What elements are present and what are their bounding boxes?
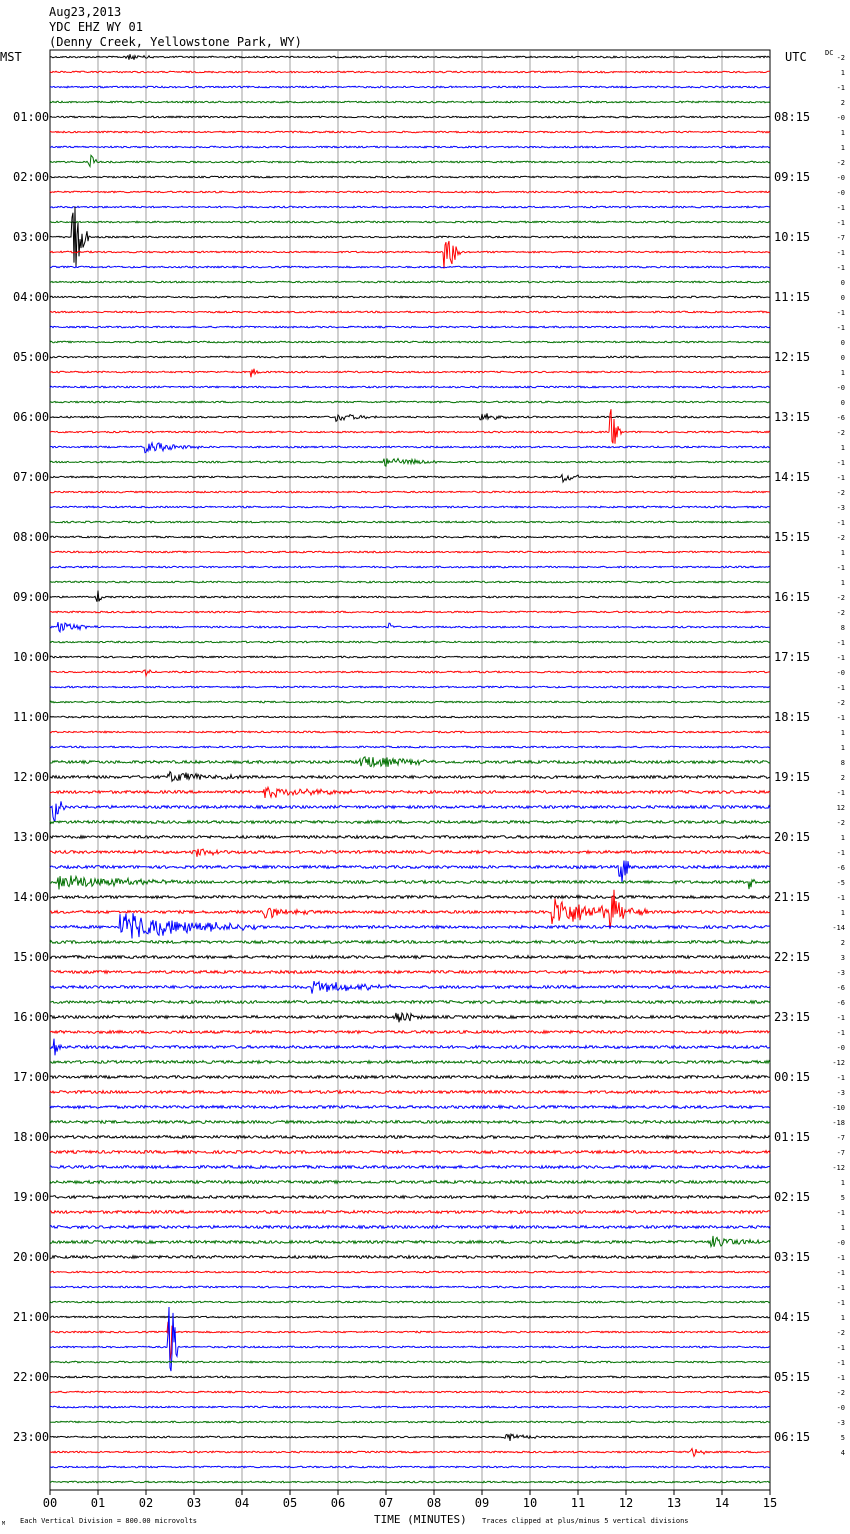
dc-offset-label: -1 bbox=[836, 219, 845, 227]
dc-offset-label: -1 bbox=[836, 789, 845, 797]
trace-line bbox=[50, 896, 770, 899]
trace-line bbox=[50, 54, 770, 60]
dc-offset-label: -1 bbox=[836, 1074, 845, 1082]
trace-line bbox=[50, 296, 770, 298]
x-axis-title: TIME (MINUTES) bbox=[374, 1513, 467, 1526]
trace-line bbox=[50, 861, 770, 884]
utc-hour-label: 13:15 bbox=[774, 410, 811, 424]
trace-line bbox=[50, 656, 770, 658]
dc-offset-label: 1 bbox=[840, 834, 845, 842]
dc-offset-label: -12 bbox=[832, 1164, 845, 1172]
dc-offset-label: -1 bbox=[836, 474, 845, 482]
dc-offset-label: -1 bbox=[836, 309, 845, 317]
dc-offset-label: -6 bbox=[836, 414, 845, 422]
trace-line bbox=[50, 521, 770, 523]
trace-line bbox=[50, 941, 770, 944]
dc-offset-label: 0 bbox=[840, 279, 845, 287]
trace-line bbox=[50, 491, 770, 493]
dc-offset-label: -6 bbox=[836, 984, 845, 992]
dc-offset-label: 5 bbox=[840, 1434, 845, 1442]
dc-offset-label: -7 bbox=[836, 1149, 845, 1157]
dc-offset-label: -1 bbox=[836, 1014, 845, 1022]
mst-hour-labels bbox=[13, 110, 49, 1444]
trace-line bbox=[50, 591, 770, 602]
mst-hour-label: 12:00 bbox=[13, 770, 50, 784]
dc-offset-label: -1 bbox=[836, 1269, 845, 1277]
dc-offset-label: -2 bbox=[836, 429, 845, 437]
trace-line bbox=[50, 459, 770, 467]
trace-line bbox=[50, 1039, 770, 1056]
dc-offset-labels bbox=[832, 54, 845, 1457]
utc-hour-label: 08:15 bbox=[774, 110, 811, 124]
trace-line bbox=[50, 131, 770, 133]
dc-header-label: DC bbox=[825, 49, 834, 57]
footer-clip-note: Traces clipped at plus/minus 5 vertical divisions bbox=[482, 1517, 689, 1525]
dc-offset-label: -14 bbox=[832, 924, 845, 932]
x-tick-label: 09 bbox=[474, 1496, 490, 1510]
right-timezone-label: UTC bbox=[785, 50, 807, 64]
date-label: Aug23,2013 bbox=[49, 5, 122, 19]
utc-hour-label: 09:15 bbox=[774, 170, 811, 184]
dc-offset-label: -2 bbox=[836, 489, 845, 497]
dc-offset-label: -0 bbox=[836, 384, 845, 392]
x-tick-label: 03 bbox=[186, 1496, 202, 1510]
dc-offset-label: -5 bbox=[836, 879, 845, 887]
utc-hour-label: 23:15 bbox=[774, 1010, 811, 1024]
dc-offset-label: -0 bbox=[836, 114, 845, 122]
dc-offset-label: 4 bbox=[840, 1449, 845, 1457]
dc-offset-label: -1 bbox=[836, 1284, 845, 1292]
trace-line bbox=[50, 1361, 770, 1363]
utc-hour-label: 04:15 bbox=[774, 1310, 811, 1324]
dc-offset-label: 1 bbox=[840, 144, 845, 152]
trace-line bbox=[50, 1434, 770, 1441]
trace-line bbox=[50, 475, 770, 482]
dc-offset-label: -1 bbox=[836, 1029, 845, 1037]
x-tick-label: 05 bbox=[282, 1496, 298, 1510]
dc-offset-label: -3 bbox=[836, 969, 845, 977]
trace-line bbox=[50, 1001, 770, 1004]
trace-line bbox=[50, 221, 770, 223]
left-timezone-label: MST bbox=[0, 50, 22, 64]
trace-line bbox=[50, 116, 770, 118]
trace-line bbox=[50, 611, 770, 613]
seismogram-traces bbox=[50, 54, 770, 1483]
mst-hour-label: 10:00 bbox=[13, 650, 50, 664]
utc-hour-label: 01:15 bbox=[774, 1130, 811, 1144]
trace-line bbox=[50, 641, 770, 643]
trace-line bbox=[50, 731, 770, 733]
trace-line bbox=[50, 801, 770, 821]
mst-hour-label: 07:00 bbox=[13, 470, 50, 484]
trace-line bbox=[50, 551, 770, 553]
mst-hour-label: 01:00 bbox=[13, 110, 50, 124]
mst-hour-label: 05:00 bbox=[13, 350, 50, 364]
trace-line bbox=[50, 836, 770, 839]
trace-line bbox=[50, 1236, 770, 1247]
trace-line bbox=[50, 443, 770, 453]
trace-line bbox=[50, 369, 770, 378]
dc-offset-label: 1 bbox=[840, 1224, 845, 1232]
trace-line bbox=[50, 716, 770, 718]
x-tick-label: 00 bbox=[42, 1496, 58, 1510]
dc-offset-label: -2 bbox=[836, 159, 845, 167]
utc-hour-label: 18:15 bbox=[774, 710, 811, 724]
utc-hour-label: 20:15 bbox=[774, 830, 811, 844]
dc-offset-label: -1 bbox=[836, 459, 845, 467]
x-tick-label: 15 bbox=[762, 1496, 778, 1510]
trace-line bbox=[50, 1406, 770, 1408]
mst-hour-label: 11:00 bbox=[13, 710, 50, 724]
dc-offset-label: -0 bbox=[836, 189, 845, 197]
x-tick-label: 01 bbox=[90, 1496, 106, 1510]
dc-offset-label: -3 bbox=[836, 504, 845, 512]
trace-line bbox=[50, 146, 770, 148]
trace-line bbox=[50, 746, 770, 748]
dc-offset-label: 1 bbox=[840, 69, 845, 77]
trace-line bbox=[50, 1211, 770, 1214]
trace-line bbox=[50, 341, 770, 343]
utc-hour-label: 06:15 bbox=[774, 1430, 811, 1444]
trace-line bbox=[50, 913, 770, 938]
station-label: YDC EHZ WY 01 bbox=[49, 20, 143, 34]
trace-line bbox=[50, 981, 770, 994]
dc-offset-label: -6 bbox=[836, 999, 845, 1007]
trace-line bbox=[50, 1151, 770, 1154]
dc-offset-label: -1 bbox=[836, 1299, 845, 1307]
trace-line bbox=[50, 956, 770, 959]
trace-line bbox=[50, 757, 770, 767]
trace-line bbox=[50, 1121, 770, 1124]
utc-hour-label: 00:15 bbox=[774, 1070, 811, 1084]
dc-offset-label: 2 bbox=[840, 99, 845, 107]
trace-line bbox=[50, 1166, 770, 1169]
dc-offset-label: 0 bbox=[840, 354, 845, 362]
utc-hour-label: 19:15 bbox=[774, 770, 811, 784]
utc-hour-labels bbox=[774, 110, 810, 1444]
mst-hour-label: 13:00 bbox=[13, 830, 50, 844]
dc-offset-label: -1 bbox=[836, 519, 845, 527]
trace-line bbox=[50, 971, 770, 974]
trace-line bbox=[50, 1481, 770, 1483]
trace-line bbox=[50, 1391, 770, 1393]
dc-offset-label: -3 bbox=[836, 1089, 845, 1097]
dc-offset-label: -1 bbox=[836, 324, 845, 332]
mst-hour-label: 03:00 bbox=[13, 230, 50, 244]
x-tick-label: 07 bbox=[378, 1496, 394, 1510]
dc-offset-label: -7 bbox=[836, 1134, 845, 1142]
trace-line bbox=[50, 101, 770, 103]
utc-hour-label: 21:15 bbox=[774, 890, 811, 904]
mst-hour-label: 19:00 bbox=[13, 1190, 50, 1204]
dc-offset-label: -2 bbox=[836, 534, 845, 542]
trace-line bbox=[50, 1466, 770, 1468]
dc-offset-label: -1 bbox=[836, 84, 845, 92]
dc-offset-label: -1 bbox=[836, 204, 845, 212]
utc-hour-label: 12:15 bbox=[774, 350, 811, 364]
trace-line bbox=[50, 821, 770, 824]
trace-line bbox=[50, 71, 770, 73]
dc-offset-label: -1 bbox=[836, 564, 845, 572]
trace-line bbox=[50, 207, 770, 267]
dc-offset-label: 1 bbox=[840, 909, 845, 917]
mst-hour-label: 15:00 bbox=[13, 950, 50, 964]
dc-offset-label: -18 bbox=[832, 1119, 845, 1127]
dc-offset-label: -1 bbox=[836, 654, 845, 662]
trace-line bbox=[50, 1271, 770, 1273]
trace-line bbox=[50, 566, 770, 568]
dc-offset-label: -2 bbox=[836, 594, 845, 602]
utc-hour-label: 17:15 bbox=[774, 650, 811, 664]
trace-line bbox=[50, 281, 770, 283]
dc-offset-label: 8 bbox=[840, 759, 845, 767]
location-label: (Denny Creek, Yellowstone Park, WY) bbox=[49, 35, 302, 49]
x-tick-label: 13 bbox=[666, 1496, 682, 1510]
mst-hour-label: 17:00 bbox=[13, 1070, 50, 1084]
utc-hour-label: 16:15 bbox=[774, 590, 811, 604]
trace-line bbox=[50, 1316, 770, 1318]
plot-frame bbox=[50, 50, 770, 1490]
mst-hour-label: 18:00 bbox=[13, 1130, 50, 1144]
utc-hour-label: 10:15 bbox=[774, 230, 811, 244]
x-tick-label: 12 bbox=[618, 1496, 634, 1510]
trace-line bbox=[50, 772, 770, 782]
x-tick-label: 08 bbox=[426, 1496, 442, 1510]
trace-line bbox=[50, 622, 770, 632]
trace-line bbox=[50, 356, 770, 358]
dc-offset-label: -2 bbox=[836, 1389, 845, 1397]
x-tick-label: 10 bbox=[522, 1496, 538, 1510]
dc-offset-label: -0 bbox=[836, 1044, 845, 1052]
trace-line bbox=[50, 1226, 770, 1229]
x-tick-label: 14 bbox=[714, 1496, 730, 1510]
dc-offset-label: 0 bbox=[840, 294, 845, 302]
dc-offset-label: 1 bbox=[840, 1179, 845, 1187]
dc-offset-label: -7 bbox=[836, 234, 845, 242]
dc-offset-label: -1 bbox=[836, 1254, 845, 1262]
dc-offset-label: 0 bbox=[840, 399, 845, 407]
dc-offset-label: -1 bbox=[836, 639, 845, 647]
x-tick-label: 02 bbox=[138, 1496, 154, 1510]
trace-line bbox=[50, 686, 770, 688]
dc-offset-label: 0 bbox=[840, 339, 845, 347]
dc-offset-label: -2 bbox=[836, 819, 845, 827]
dc-offset-label: 1 bbox=[840, 549, 845, 557]
x-tick-label: 06 bbox=[330, 1496, 346, 1510]
trace-line bbox=[50, 266, 770, 268]
dc-offset-label: -3 bbox=[836, 1419, 845, 1427]
x-axis bbox=[43, 1490, 777, 1510]
x-tick-label: 11 bbox=[570, 1496, 586, 1510]
dc-offset-label: -1 bbox=[836, 1344, 845, 1352]
dc-offset-label: -6 bbox=[836, 864, 845, 872]
trace-line bbox=[50, 1421, 770, 1423]
dc-offset-label: 1 bbox=[840, 579, 845, 587]
dc-offset-label: 8 bbox=[840, 624, 845, 632]
trace-line bbox=[50, 413, 770, 421]
dc-offset-label: 1 bbox=[840, 1314, 845, 1322]
trace-line bbox=[50, 536, 770, 538]
dc-offset-label: -2 bbox=[836, 1329, 845, 1337]
dc-offset-label: -1 bbox=[836, 1374, 845, 1382]
trace-line bbox=[50, 409, 770, 444]
dc-offset-label: -1 bbox=[836, 849, 845, 857]
utc-hour-label: 02:15 bbox=[774, 1190, 811, 1204]
trace-line bbox=[50, 191, 770, 193]
trace-line bbox=[50, 401, 770, 403]
trace-line bbox=[50, 326, 770, 328]
trace-line bbox=[50, 1301, 770, 1303]
mst-hour-label: 02:00 bbox=[13, 170, 50, 184]
utc-hour-label: 03:15 bbox=[774, 1250, 811, 1264]
dc-offset-label: -0 bbox=[836, 1239, 845, 1247]
utc-hour-label: 15:15 bbox=[774, 530, 811, 544]
mst-hour-label: 22:00 bbox=[13, 1370, 50, 1384]
trace-line bbox=[50, 506, 770, 508]
mst-hour-label: 16:00 bbox=[13, 1010, 50, 1024]
dc-offset-label: 2 bbox=[840, 939, 845, 947]
mst-hour-label: 21:00 bbox=[13, 1310, 50, 1324]
mst-hour-label: 04:00 bbox=[13, 290, 50, 304]
dc-offset-label: -0 bbox=[836, 1404, 845, 1412]
trace-line bbox=[50, 1031, 770, 1034]
mst-hour-label: 06:00 bbox=[13, 410, 50, 424]
grid-lines bbox=[50, 50, 770, 1490]
dc-offset-label: -2 bbox=[836, 699, 845, 707]
trace-line bbox=[50, 701, 770, 703]
trace-line bbox=[50, 386, 770, 388]
trace-line bbox=[50, 849, 770, 857]
trace-line bbox=[50, 86, 770, 88]
trace-line bbox=[50, 1013, 770, 1022]
dc-offset-label: -0 bbox=[836, 669, 845, 677]
dc-offset-label: 1 bbox=[840, 369, 845, 377]
footer-mark: M bbox=[2, 1521, 6, 1527]
dc-offset-label: -0 bbox=[836, 174, 845, 182]
trace-line bbox=[50, 1061, 770, 1064]
dc-offset-label: -1 bbox=[836, 1209, 845, 1217]
trace-line bbox=[50, 670, 770, 676]
mst-hour-label: 09:00 bbox=[13, 590, 50, 604]
dc-offset-label: -1 bbox=[836, 264, 845, 272]
trace-line bbox=[50, 1196, 770, 1199]
trace-line bbox=[50, 1286, 770, 1288]
dc-offset-label: -1 bbox=[836, 249, 845, 257]
dc-offset-label: -12 bbox=[832, 1059, 845, 1067]
dc-offset-label: 3 bbox=[840, 954, 845, 962]
trace-line bbox=[50, 581, 770, 583]
trace-line bbox=[50, 241, 770, 269]
dc-offset-label: -1 bbox=[836, 894, 845, 902]
utc-hour-label: 14:15 bbox=[774, 470, 811, 484]
dc-offset-label: 2 bbox=[840, 774, 845, 782]
utc-hour-label: 11:15 bbox=[774, 290, 811, 304]
trace-line bbox=[50, 155, 770, 166]
trace-line bbox=[50, 1256, 770, 1259]
trace-line bbox=[50, 876, 770, 890]
mst-hour-label: 14:00 bbox=[13, 890, 50, 904]
trace-line bbox=[50, 787, 770, 798]
dc-offset-label: 1 bbox=[840, 444, 845, 452]
trace-line bbox=[50, 1136, 770, 1139]
dc-offset-label: -1 bbox=[836, 1359, 845, 1367]
trace-line bbox=[50, 1181, 770, 1184]
dc-offset-label: -10 bbox=[832, 1104, 845, 1112]
dc-offset-label: -2 bbox=[836, 54, 845, 62]
dc-offset-label: -1 bbox=[836, 714, 845, 722]
footer-scale-note: Each Vertical Division = 800.00 microvolts bbox=[20, 1517, 198, 1525]
dc-offset-label: 1 bbox=[840, 129, 845, 137]
trace-line bbox=[50, 311, 770, 313]
trace-line bbox=[50, 1091, 770, 1094]
x-tick-label: 04 bbox=[234, 1496, 250, 1510]
dc-offset-label: 12 bbox=[836, 804, 845, 812]
trace-line bbox=[50, 1106, 770, 1109]
trace-line bbox=[50, 1076, 770, 1079]
dc-offset-label: -2 bbox=[836, 609, 845, 617]
trace-line bbox=[50, 1449, 770, 1457]
utc-hour-label: 05:15 bbox=[774, 1370, 811, 1384]
utc-hour-label: 22:15 bbox=[774, 950, 811, 964]
mst-hour-label: 08:00 bbox=[13, 530, 50, 544]
dc-offset-label: -1 bbox=[836, 684, 845, 692]
dc-offset-label: 1 bbox=[840, 729, 845, 737]
dc-offset-label: 1 bbox=[840, 744, 845, 752]
trace-line bbox=[50, 176, 770, 178]
trace-line bbox=[50, 1322, 770, 1362]
mst-hour-label: 20:00 bbox=[13, 1250, 50, 1264]
dc-offset-label: 5 bbox=[840, 1194, 845, 1202]
mst-hour-label: 23:00 bbox=[13, 1430, 50, 1444]
trace-line bbox=[50, 1376, 770, 1378]
trace-line bbox=[50, 206, 770, 208]
